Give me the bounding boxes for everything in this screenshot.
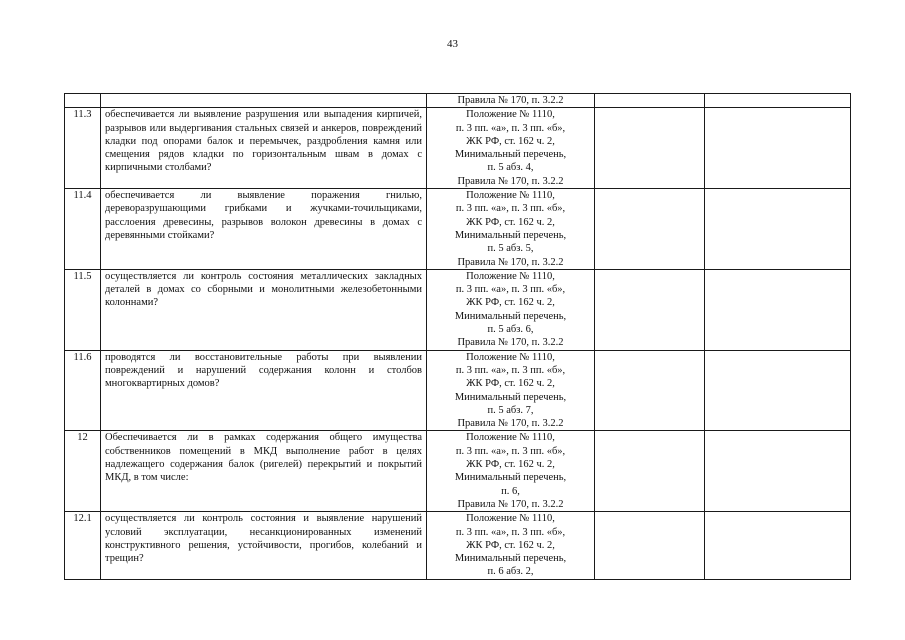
table-row bbox=[65, 512, 851, 579]
row-number-cell: 11.6 bbox=[65, 350, 101, 431]
note-cell bbox=[705, 269, 851, 350]
row-number-cell bbox=[65, 94, 101, 108]
legal-reference-cell bbox=[427, 269, 595, 350]
row-number-cell: 11.5 bbox=[65, 269, 101, 350]
legal-reference-line: Положение № 1110, bbox=[466, 109, 555, 121]
answer-cell bbox=[595, 94, 705, 108]
question-cell bbox=[101, 94, 427, 108]
legal-reference-line: Минимальный перечень, bbox=[454, 310, 567, 322]
row-number-cell: 12.1 bbox=[65, 512, 101, 579]
note-cell bbox=[705, 350, 851, 431]
legal-reference-line: ЖК РФ, ст. 162 ч. 2, bbox=[466, 459, 555, 471]
note-cell bbox=[705, 431, 851, 512]
legal-reference-line: п. 6, bbox=[501, 485, 520, 497]
legal-reference-line: п. 5 абз. 6, bbox=[487, 324, 534, 336]
question-cell: обеспечивается ли выявление поражения гнилью, дереворазрушающими грибками и жучками-точильщиками, расслоения древесины, разрывов волокон древесины в домах с деревянными стойками? bbox=[101, 189, 427, 270]
note-cell bbox=[705, 189, 851, 270]
legal-reference-line: п. 5 абз. 4, bbox=[487, 162, 534, 174]
question-cell: Обеспечивается ли в рамках содержания общего имущества собственников помещений в МКД выполнение работ в целях надлежащего содержания балок (ригелей) перекрытий и покрытий МКД, в том числе: bbox=[101, 431, 427, 512]
legal-reference-line: п. 5 абз. 5, bbox=[487, 243, 534, 255]
legal-reference-line: Положение № 1110, bbox=[466, 432, 555, 444]
note-cell bbox=[705, 512, 851, 579]
legal-reference-line: Правила № 170, п. 3.2.2 bbox=[457, 175, 564, 187]
answer-cell bbox=[595, 108, 705, 189]
row-number-cell: 12 bbox=[65, 431, 101, 512]
legal-reference-line: п. 3 пп. «а», п. 3 пп. «б», bbox=[455, 526, 566, 538]
requirements-table bbox=[64, 93, 851, 580]
legal-reference-line: Минимальный перечень, bbox=[454, 229, 567, 241]
legal-reference-line: п. 6 абз. 2, bbox=[487, 566, 534, 578]
legal-reference-line: ЖК РФ, ст. 162 ч. 2, bbox=[466, 378, 555, 390]
legal-reference-line: Положение № 1110, bbox=[466, 351, 555, 363]
table-row bbox=[65, 431, 851, 512]
legal-reference-line: Правила № 170, п. 3.2.2 bbox=[457, 95, 564, 106]
legal-reference-line: ЖК РФ, ст. 162 ч. 2, bbox=[466, 135, 555, 147]
row-number-cell: 11.4 bbox=[65, 189, 101, 270]
table-row bbox=[65, 350, 851, 431]
question-cell: осуществляется ли контроль состояния металлических закладных деталей в домах со сборными и монолитными железобетонными колоннами? bbox=[101, 269, 427, 350]
legal-reference-line: ЖК РФ, ст. 162 ч. 2, bbox=[466, 216, 555, 228]
legal-reference-line: п. 3 пп. «а», п. 3 пп. «б», bbox=[455, 122, 566, 134]
legal-reference-line: Правила № 170, п. 3.2.2 bbox=[457, 498, 564, 510]
page-number: 43 bbox=[447, 38, 458, 50]
legal-reference-cell bbox=[427, 94, 595, 108]
table-row bbox=[65, 189, 851, 270]
legal-reference-cell bbox=[427, 108, 595, 189]
legal-reference-line: п. 5 абз. 7, bbox=[487, 404, 534, 416]
answer-cell bbox=[595, 269, 705, 350]
legal-reference-line: п. 3 пп. «а», п. 3 пп. «б», bbox=[455, 445, 566, 457]
row-number-cell: 11.3 bbox=[65, 108, 101, 189]
note-cell bbox=[705, 108, 851, 189]
legal-reference-cell bbox=[427, 431, 595, 512]
legal-reference-cell bbox=[427, 512, 595, 579]
legal-reference-line: Минимальный перечень, bbox=[454, 553, 567, 565]
legal-reference-line: Правила № 170, п. 3.2.2 bbox=[457, 337, 564, 349]
answer-cell bbox=[595, 350, 705, 431]
table-row bbox=[65, 108, 851, 189]
legal-reference-line: Минимальный перечень, bbox=[454, 391, 567, 403]
legal-reference-line: п. 3 пп. «а», п. 3 пп. «б», bbox=[455, 364, 566, 376]
table-row-continued bbox=[65, 94, 851, 108]
legal-reference-line: ЖК РФ, ст. 162 ч. 2, bbox=[466, 539, 555, 551]
legal-reference-line: Правила № 170, п. 3.2.2 bbox=[457, 256, 564, 268]
answer-cell bbox=[595, 189, 705, 270]
legal-reference-line: Положение № 1110, bbox=[466, 190, 555, 202]
legal-reference-line: Правила № 170, п. 3.2.2 bbox=[457, 418, 564, 430]
answer-cell bbox=[595, 512, 705, 579]
answer-cell bbox=[595, 431, 705, 512]
legal-reference-line: Минимальный перечень, bbox=[454, 149, 567, 161]
question-cell: осуществляется ли контроль состояния и выявление нарушений условий эксплуатации, несанкционированных изменений конструктивного решения, устойчивости, прогибов, колебаний и трещин? bbox=[101, 512, 427, 579]
note-cell bbox=[705, 94, 851, 108]
question-cell: обеспечивается ли выявление разрушения или выпадения кирпичей, разрывов или выдергивания стальных связей и анкеров, повреждений кладки под опорами балок и перемычек, раздробления камня или смещения рядов кладки по горизонтальным швам в домах с кирпичными столбами? bbox=[101, 108, 427, 189]
legal-reference-line: Положение № 1110, bbox=[466, 513, 555, 525]
legal-reference-line: п. 3 пп. «а», п. 3 пп. «б», bbox=[455, 284, 566, 296]
table-row bbox=[65, 269, 851, 350]
legal-reference-line: ЖК РФ, ст. 162 ч. 2, bbox=[466, 297, 555, 309]
legal-reference-cell bbox=[427, 350, 595, 431]
legal-reference-line: Минимальный перечень, bbox=[454, 472, 567, 484]
legal-reference-cell bbox=[427, 189, 595, 270]
legal-reference-line: п. 3 пп. «а», п. 3 пп. «б», bbox=[455, 203, 566, 215]
legal-reference-line: Положение № 1110, bbox=[466, 270, 555, 282]
question-cell: проводятся ли восстановительные работы при выявлении повреждений и нарушений содержания колонн и столбов многоквартирных домов? bbox=[101, 350, 427, 431]
